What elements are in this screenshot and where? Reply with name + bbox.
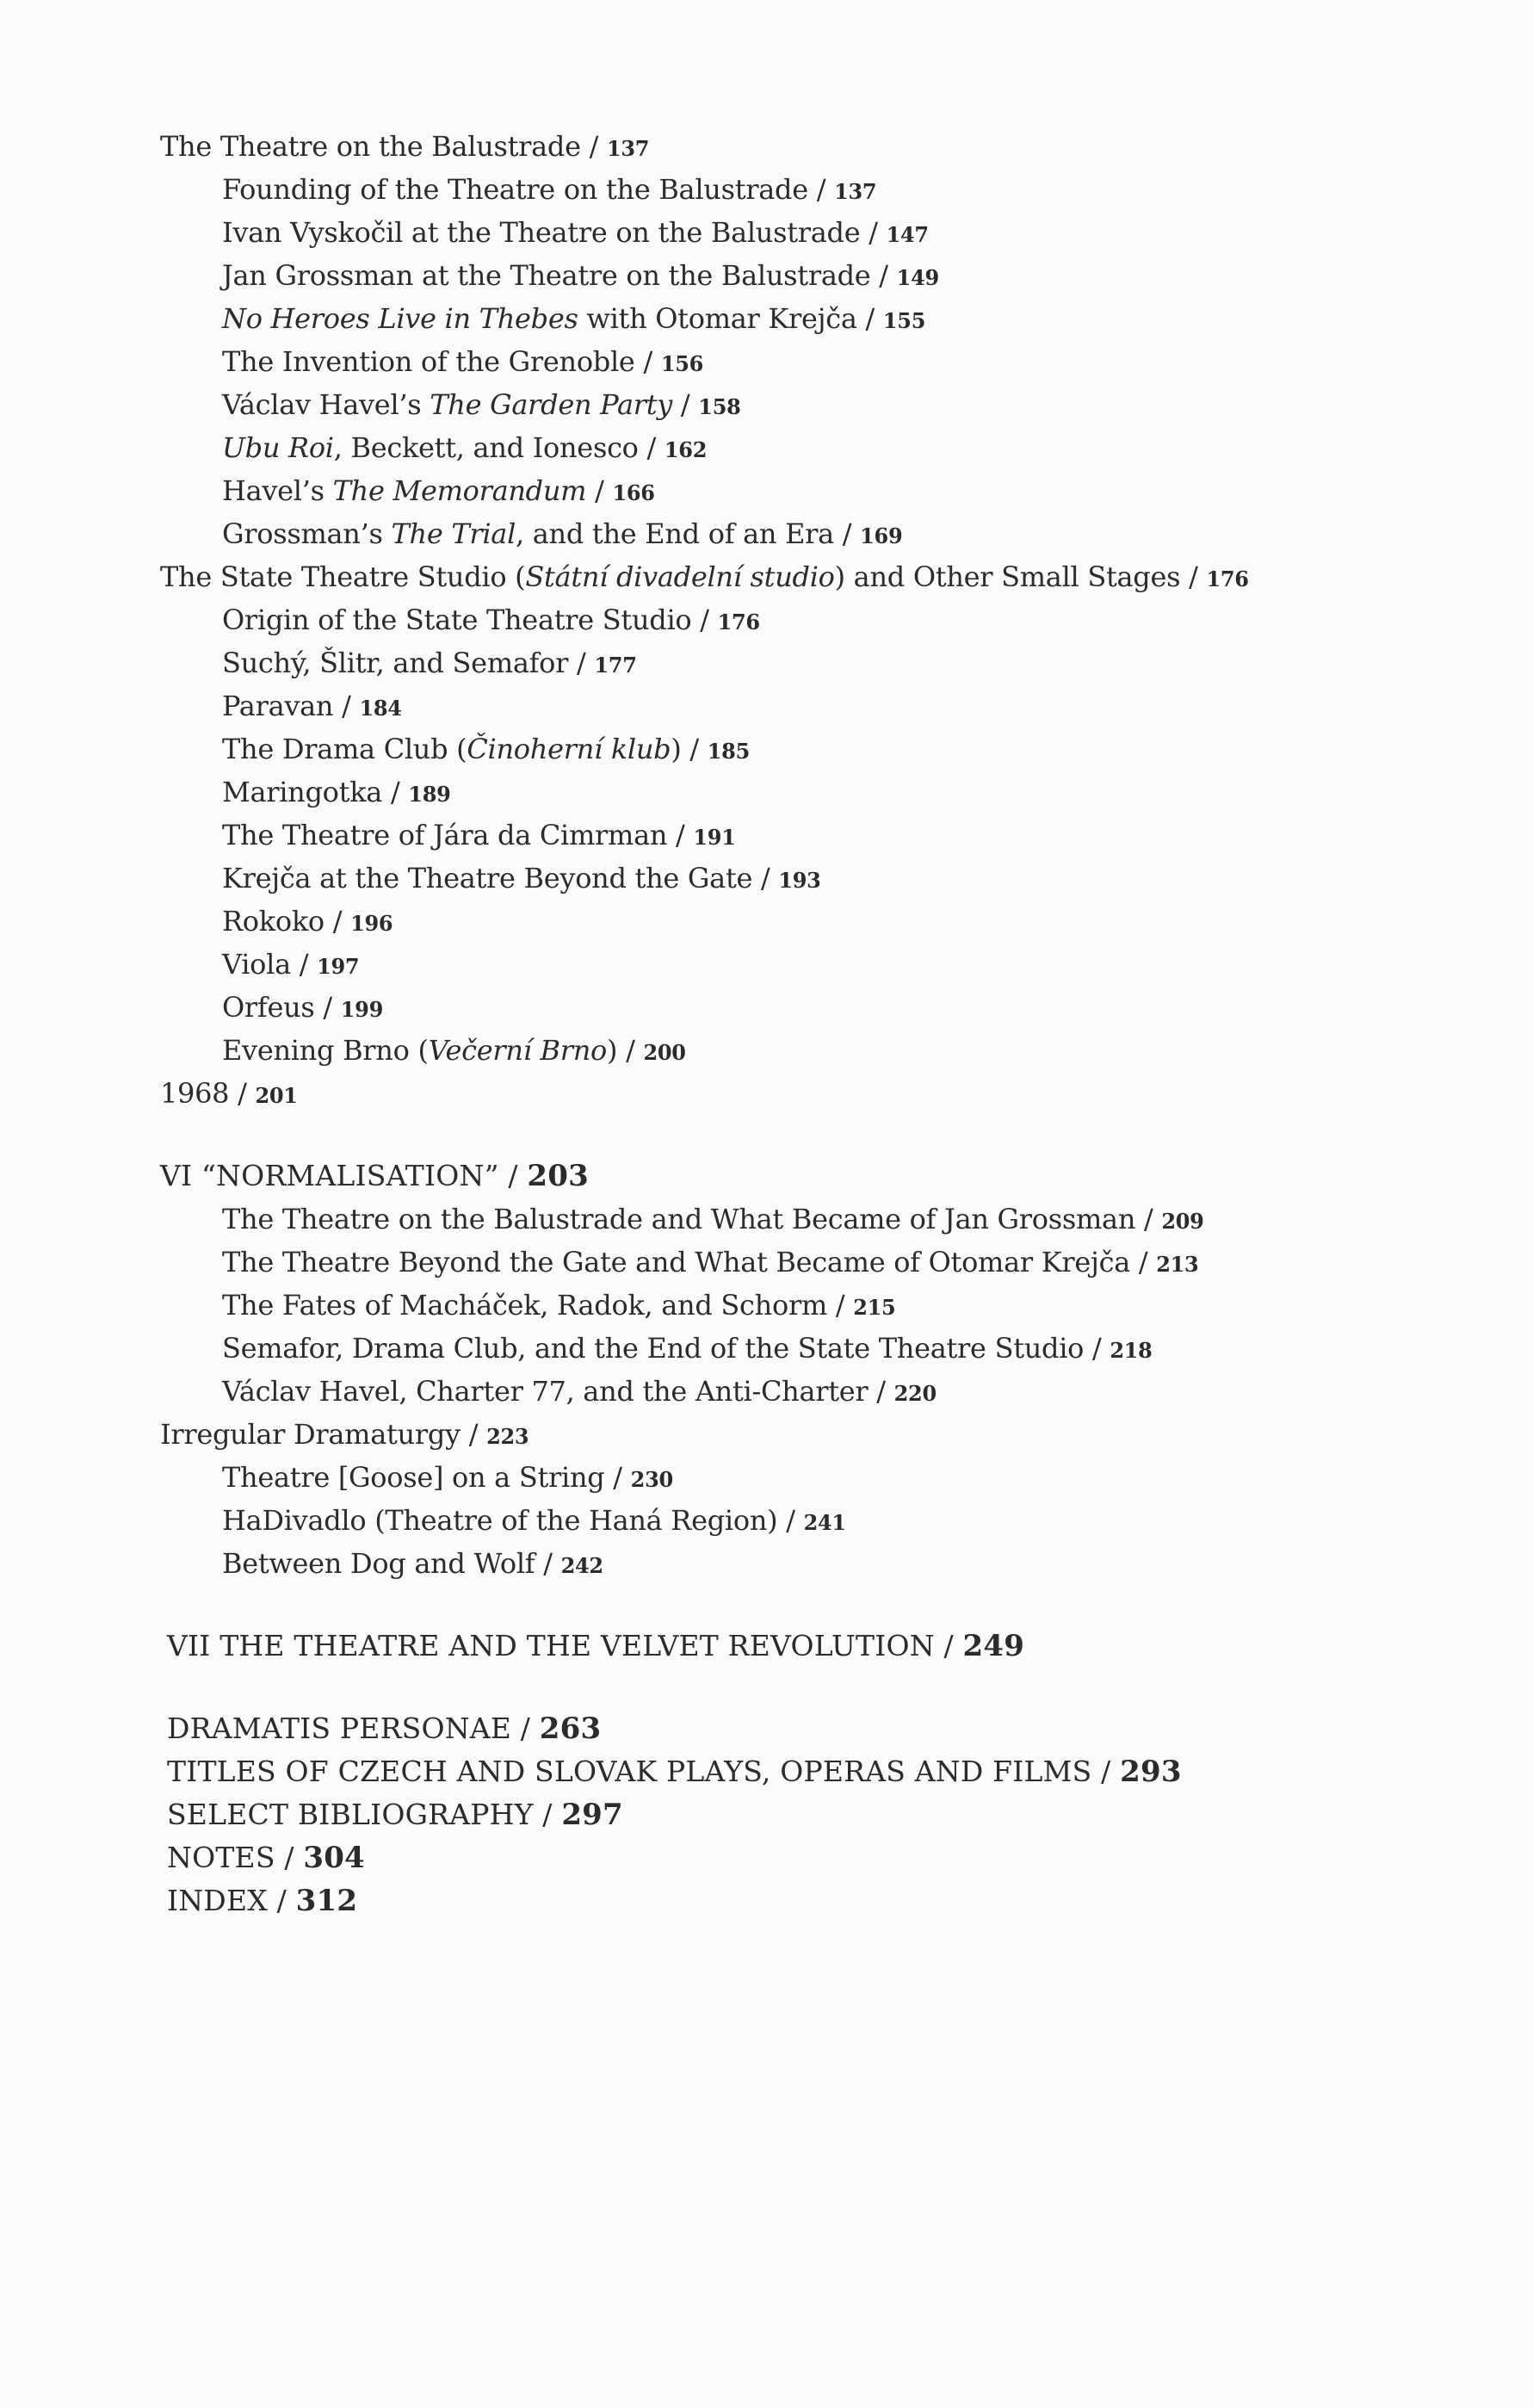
entry-separator: / (229, 1077, 256, 1110)
entry-separator: / (533, 1798, 562, 1831)
toc-subsection-entry (222, 517, 902, 554)
entry-title-segment: Maringotka (222, 776, 383, 808)
page-number: 241 (803, 1510, 846, 1535)
entry-title-segment: Večerní Brno (428, 1034, 608, 1067)
entry-separator: / (275, 1841, 304, 1874)
entry-title-segment: HaDivadlo (Theatre of the Haná Region) (222, 1504, 778, 1537)
page-number: 176 (717, 610, 760, 634)
entry-separator: / (833, 517, 861, 550)
entry-title-segment: The Invention of the Grenoble (222, 345, 635, 378)
toc-subsection-entry (222, 1288, 895, 1325)
page-number: 169 (860, 523, 903, 548)
entry-separator: / (856, 302, 883, 335)
entry-separator: / (382, 776, 409, 808)
toc-subsection-entry (222, 947, 359, 984)
entry-title-segment: The Theatre on the Balustrade (160, 130, 581, 163)
page-number: 263 (539, 1712, 602, 1746)
page-number: 218 (1110, 1338, 1153, 1363)
entry-title-segment: No Heroes Live in Thebes (222, 302, 578, 335)
page-number: 249 (962, 1629, 1025, 1663)
entry-title-segment: Václav Havel’s (222, 388, 430, 421)
entry-title-segment: Semafor, Drama Club, and the End of the State Theatre Studio (222, 1332, 1093, 1365)
toc-subsection-entry (222, 1245, 1198, 1282)
entry-separator: / (314, 991, 341, 1024)
page-number: 156 (660, 351, 704, 376)
entry-title-segment: ) (607, 1034, 618, 1067)
toc-subsection-entry (222, 904, 393, 941)
page-number: 209 (1161, 1209, 1204, 1234)
entry-separator: / (1091, 1755, 1121, 1788)
entry-title-segment: Ubu Roi (222, 431, 334, 464)
page-number: 191 (693, 825, 736, 850)
toc-subsection-entry (222, 301, 925, 338)
toc-subsection-entry (222, 1460, 673, 1497)
page-number: 220 (893, 1381, 936, 1406)
entry-separator: / (672, 388, 699, 421)
toc-section-entry (160, 129, 649, 166)
page-number: 196 (350, 911, 393, 936)
page-number: 304 (303, 1841, 365, 1875)
toc-subsection-entry (222, 818, 736, 855)
page-number: 166 (612, 480, 655, 505)
page-number: 177 (594, 653, 637, 678)
entry-title-segment: ) and Other Small Stages (834, 560, 1181, 593)
entry-separator: / (934, 1629, 963, 1662)
toc-subsection-entry (222, 689, 402, 726)
entry-title-segment: Paravan (222, 690, 334, 722)
page-number: 185 (707, 739, 750, 764)
entry-title-segment: Státní divadelní studio (525, 560, 835, 593)
toc-section-entry (160, 560, 1249, 597)
entry-separator: / (498, 1159, 528, 1192)
entry-title-segment: , Beckett, and Ionesco (333, 431, 639, 464)
entry-separator: / (604, 1461, 631, 1494)
page-number: 199 (340, 997, 383, 1022)
toc-subsection-entry (222, 1033, 686, 1070)
toc-subsection-entry (222, 1503, 846, 1540)
entry-title-segment: The Fates of Macháček, Radok, and Schorm (222, 1289, 827, 1322)
page-number: 203 (527, 1159, 589, 1193)
entry-separator: / (568, 647, 595, 679)
page-number: 176 (1206, 566, 1249, 591)
toc-chapter-entry (167, 1798, 623, 1832)
entry-separator: / (1130, 1246, 1157, 1278)
entry-title-segment: Ivan Vyskočil at the Theatre on the Balustrade (222, 216, 861, 249)
page-number: 158 (698, 394, 741, 419)
entry-separator: / (617, 1034, 644, 1067)
page-number: 213 (1156, 1252, 1199, 1277)
entry-separator: / (267, 1884, 296, 1917)
toc-subsection-entry (222, 344, 703, 381)
entry-separator: / (638, 431, 665, 464)
entry-separator: / (586, 474, 613, 507)
entry-separator: / (667, 819, 694, 851)
toc-chapter-entry (167, 1712, 601, 1746)
entry-separator: / (324, 905, 351, 938)
entry-title-segment: INDEX (167, 1884, 268, 1917)
toc-subsection-entry (222, 474, 655, 511)
toc-subsection-entry (222, 258, 939, 295)
entry-title-segment: TITLES OF CZECH AND SLOVAK PLAYS, OPERAS AND FILMS (167, 1755, 1092, 1788)
toc-subsection-entry (222, 387, 741, 424)
entry-title-segment: Orfeus (222, 991, 315, 1024)
page-number: 242 (560, 1553, 603, 1578)
entry-separator: / (868, 1375, 894, 1408)
entry-title-segment: Viola (222, 948, 291, 981)
entry-separator: / (807, 173, 835, 206)
entry-separator: / (535, 1547, 561, 1580)
entry-title-segment: Founding of the Theatre on the Balustrade (222, 173, 808, 206)
entry-title-segment: with Otomar Krejča (578, 302, 857, 335)
page-number: 215 (853, 1295, 896, 1320)
entry-title-segment: NOTES (167, 1841, 275, 1874)
page-number: 189 (408, 782, 451, 807)
toc-subsection-entry (222, 1374, 936, 1411)
toc-chapter-entry (167, 1884, 357, 1918)
entry-separator: / (777, 1504, 804, 1537)
entry-title-segment: Havel’s (222, 474, 333, 507)
toc-subsection-entry (222, 646, 637, 683)
page-number: 200 (643, 1040, 686, 1065)
page-number: 230 (630, 1467, 673, 1492)
entry-separator: / (290, 948, 318, 981)
page-number: 293 (1120, 1755, 1182, 1789)
entry-separator: / (333, 690, 360, 722)
entry-title-segment: , and the End of an Era (516, 517, 834, 550)
entry-separator: / (460, 1418, 487, 1451)
entry-separator: / (1144, 1203, 1162, 1235)
toc-subsection-entry (222, 775, 451, 812)
entry-title-segment: Václav Havel, Charter 77, and the Anti-Charter (222, 1375, 868, 1408)
entry-title-segment: Jan Grossman at the Theatre on the Balustrade (222, 259, 871, 292)
entry-title-segment: The Theatre on the Balustrade and What Became of Jan Grossman (222, 1203, 1145, 1235)
toc-subsection-entry (222, 990, 383, 1027)
entry-separator: / (580, 130, 607, 163)
entry-separator: / (827, 1289, 854, 1322)
page-number: 197 (317, 954, 360, 979)
entry-separator: / (870, 259, 897, 292)
page-number: 155 (882, 308, 926, 333)
entry-title-segment: Evening Brno ( (222, 1034, 429, 1067)
page-number: 223 (486, 1424, 529, 1449)
toc-chapter-entry (167, 1755, 1182, 1789)
toc-chapter-entry (160, 1159, 589, 1193)
entry-title-segment: VI “NORMALISATION” (160, 1159, 499, 1192)
toc-subsection-entry (222, 603, 760, 640)
entry-title-segment: ) (671, 733, 682, 765)
entry-title-segment: 1968 (160, 1077, 230, 1110)
entry-title-segment: The State Theatre Studio ( (160, 560, 526, 593)
entry-separator: / (681, 733, 708, 765)
page-number: 297 (561, 1798, 623, 1832)
entry-title-segment: Origin of the State Theatre Studio (222, 604, 692, 636)
entry-separator: / (761, 862, 779, 894)
toc-subsection-entry (222, 215, 929, 252)
entry-title-segment: The Memorandum (332, 474, 587, 507)
page-number: 137 (834, 179, 877, 204)
page-number: 147 (886, 222, 929, 247)
entry-title-segment: SELECT BIBLIOGRAPHY (167, 1798, 534, 1831)
entry-title-segment: DRAMATIS PERSONAE (167, 1712, 512, 1745)
toc-section-entry (160, 1076, 298, 1113)
entry-title-segment: Krejča at the Theatre Beyond the Gate (222, 862, 762, 894)
page-number: 312 (295, 1884, 358, 1918)
entry-title-segment: Rokoko (222, 905, 325, 938)
toc-subsection-entry (222, 1331, 1153, 1368)
page-number: 162 (664, 437, 708, 462)
entry-title-segment: Theatre [Goose] on a String (222, 1461, 605, 1494)
page-number: 193 (778, 868, 821, 893)
entry-title-segment: Between Dog and Wolf (222, 1547, 535, 1580)
entry-separator: / (511, 1712, 540, 1745)
toc-subsection-entry (222, 732, 750, 769)
entry-separator: / (1092, 1332, 1110, 1365)
toc-subsection-entry (222, 861, 821, 898)
entry-title-segment: The Theatre of Jára da Cimrman (222, 819, 668, 851)
entry-separator: / (634, 345, 661, 378)
toc-chapter-entry (167, 1629, 1024, 1663)
entry-separator: / (1180, 560, 1207, 593)
toc-subsection-entry (222, 172, 876, 209)
page-number: 184 (359, 696, 402, 721)
entry-separator: / (860, 216, 887, 249)
entry-title-segment: Suchý, Šlitr, and Semafor (222, 647, 569, 679)
page-number: 201 (255, 1083, 298, 1108)
entry-separator: / (691, 604, 718, 636)
entry-title-segment: The Garden Party (430, 388, 673, 421)
entry-title-segment: Grossman’s (222, 517, 392, 550)
page-number: 137 (606, 136, 650, 161)
entry-title-segment: Činoherní klub (467, 733, 671, 765)
toc-subsection-entry (222, 430, 707, 467)
entry-title-segment: VII THE THEATRE AND THE VELVET REVOLUTION (167, 1629, 935, 1662)
entry-title-segment: Irregular Dramaturgy (160, 1418, 461, 1451)
entry-title-segment: The Trial (391, 517, 516, 550)
toc-subsection-entry (222, 1202, 1204, 1239)
toc-section-entry (160, 1417, 529, 1454)
entry-title-segment: The Drama Club ( (222, 733, 467, 765)
entry-title-segment: The Theatre Beyond the Gate and What Became of Otomar Krejča (222, 1246, 1131, 1278)
toc-subsection-entry (222, 1546, 603, 1583)
toc-chapter-entry (167, 1841, 365, 1875)
page-number: 149 (896, 265, 939, 290)
